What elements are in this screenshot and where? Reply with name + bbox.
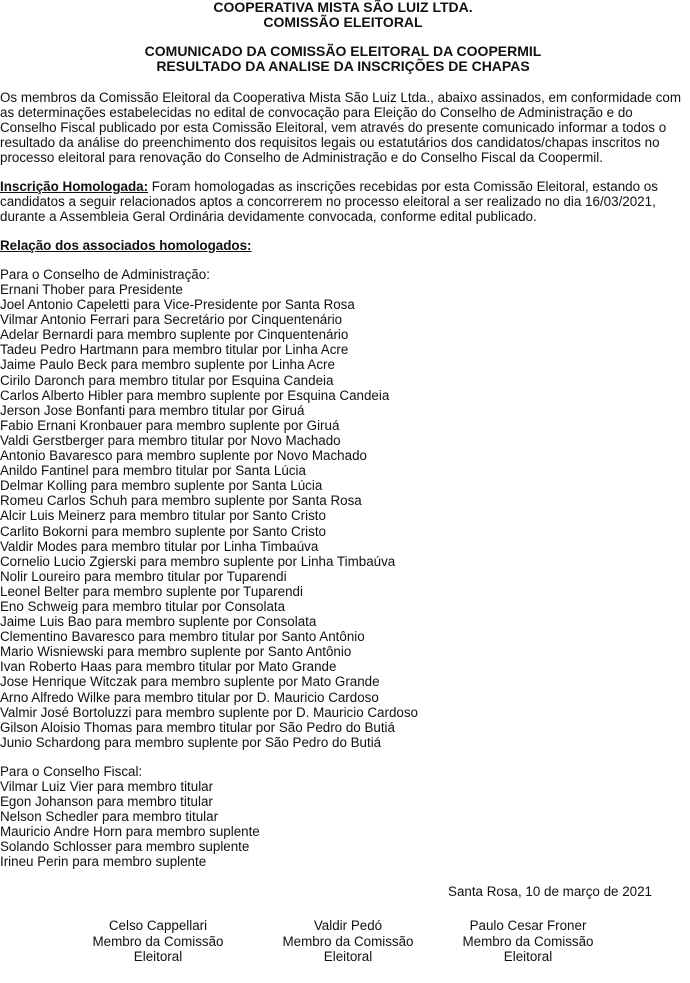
admin-member-line: Tadeu Pedro Hartmann para membro titular por Linha Acre [0,342,349,358]
homologation-text: Foram homologadas as inscrições recebidas por esta Comissão Eleitoral, estando os candidatos a seguir relacionados aptos a concorrerem no processo eleitoral a ser realizado no dia 16/03/2021, durante a Assembleia Geral Ordinária devidamente convocada, conforme edital publicado. [0,179,658,224]
fiscal-member-line: Vilmar Luiz Vier para membro titular [0,778,214,794]
homologation-paragraph [0,179,686,224]
admin-member-line: Leonel Belter para membro suplente por Tuparendi [0,583,303,599]
admin-member-line: Jose Henrique Witczak para membro suplente por Mato Grande [0,674,380,690]
admin-member-line: Antonio Bavaresco para membro suplente por Novo Machado [0,448,367,464]
admin-member-line: Valdir Modes para membro titular por Linha Timbaúva [0,538,319,554]
admin-member-line: Carlito Bokorni para membro suplente por Santo Cristo [0,523,326,539]
admin-member-line: Arno Alfredo Wilke para membro titular por D. Mauricio Cardoso [0,689,379,705]
admin-member-line: Romeu Carlos Schuh para membro suplente por Santa Rosa [0,493,362,509]
admin-member-line: Valmir José Bortoluzzi para membro suplente por D. Mauricio Cardoso [0,704,419,720]
fiscal-council-list [0,779,686,870]
fiscal-member-line: Solando Schlosser para membro suplente [0,839,250,855]
fiscal-member-line: Irineu Perin para membro suplente [0,854,207,870]
signatory [278,918,418,965]
admin-member-line: Adelar Bernardi para membro suplente por Cinquentenário [0,327,349,343]
signatory [458,918,598,965]
date-line: Santa Rosa, 10 de março de 2021 [448,884,652,900]
admin-member-line: Mario Wisniewski para membro suplente por Santo Antônio [0,644,352,660]
fiscal-member-line: Mauricio Andre Horn para membro suplente [0,824,260,840]
admin-member-line: Anildo Fantinel para membro titular por Santa Lúcia [0,463,306,479]
admin-member-line: Eno Schweig para membro titular por Consolata [0,598,286,614]
homologation-label: Inscrição Homologada: [0,179,149,194]
signatory-role: Membro da Comissão [282,933,414,949]
fiscal-council-intro: Para o Conselho Fiscal: [0,763,143,779]
admin-member-line: Valdi Gerstberger para membro titular por Novo Machado [0,432,341,448]
admin-member-line: Delmar Kolling para membro suplente por Santa Lúcia [0,478,323,494]
document-header [0,0,686,30]
admin-member-line: Jaime Paulo Beck para membro suplente por Linha Acre [0,357,335,373]
admin-member-line: Gilson Aloisio Thomas para membro titular por São Pedro do Butiá [0,719,395,735]
fiscal-member-line: Nelson Schedler para membro titular [0,809,219,825]
commission-name: COMISSÃO ELEITORAL [263,14,423,30]
signatory-role-cont: Eleitoral [503,949,553,964]
admin-member-line: Carlos Alberto Hibler para membro suplente por Esquina Candeia [0,387,390,403]
notice-title: COMUNICADO DA COMISSÃO ELEITORAL DA COOPERMIL [144,43,542,59]
admin-member-line: Clementino Bavaresco para membro titular por Santo Antônio [0,629,365,645]
admin-member-line: Junio Schardong para membro suplente por São Pedro do Butiá [0,734,382,750]
notice-heading [0,44,686,74]
admin-council-list [0,282,686,750]
signatory-name: Celso Cappellari [108,918,208,933]
admin-member-line: Jerson Jose Bonfanti para membro titular por Giruá [0,402,305,418]
admin-member-line: Cirilo Daronch para membro titular por Esquina Candeia [0,372,334,388]
admin-member-line: Cornelio Lucio Zgierski para membro suplente por Linha Timbaúva [0,553,396,569]
admin-member-line: Fabio Ernani Kronbauer para membro suplente por Giruá [0,417,340,433]
signatory [88,918,228,965]
signatory-role: Membro da Comissão [462,933,594,949]
relation-heading: Relação dos associados homologados: [0,238,252,253]
fiscal-member-line: Egon Johanson para membro titular [0,794,213,809]
admin-member-line: Alcir Luis Meinerz para membro titular por Santo Cristo [0,508,326,524]
signatory-name: Paulo Cesar Froner [469,918,587,933]
signatory-name: Valdir Pedó [313,918,383,933]
admin-member-line: Joel Antonio Capeletti para Vice-Presidente por Santa Rosa [0,297,355,313]
signatory-role-cont: Eleitoral [133,949,183,964]
intro-paragraph: Os membros da Comissão Eleitoral da Cooperativa Mista São Luiz Ltda., abaixo assinados, em conformidade com as determinações estabelecidas no edital de convocação para Eleição do Conselho de Administração e do Conselho Fiscal publicado por esta Comissão Eleitoral, vem através do presente comunicado informar a todos o resultado da análise do preenchimento dos requisitos legais ou estatutários dos candidatos/chapas inscritos no processo eleitoral para renovação do Conselho de Administração e do Conselho Fiscal da Coopermil. [0,90,682,165]
admin-member-line: Vilmar Antonio Ferrari para Secretário por Cinquentenário [0,312,343,328]
signatory-role-cont: Eleitoral [323,949,373,964]
organization-name: COOPERATIVA MISTA SÃO LUIZ LTDA. [213,0,473,15]
admin-member-line: Ivan Roberto Haas para membro titular por Mato Grande [0,659,337,675]
admin-member-line: Jaime Luis Bao para membro suplente por Consolata [0,614,317,630]
admin-council-intro: Para o Conselho de Administração: [0,267,210,282]
admin-member-line: Nolir Loureiro para membro titular por Tuparendi [0,568,287,584]
notice-subtitle: RESULTADO DA ANALISE DA INSCRIÇÕES DE CHAPAS [156,58,530,74]
signatory-role: Membro da Comissão [92,933,224,949]
admin-member-line: Ernani Thober para Presidente [0,282,183,297]
